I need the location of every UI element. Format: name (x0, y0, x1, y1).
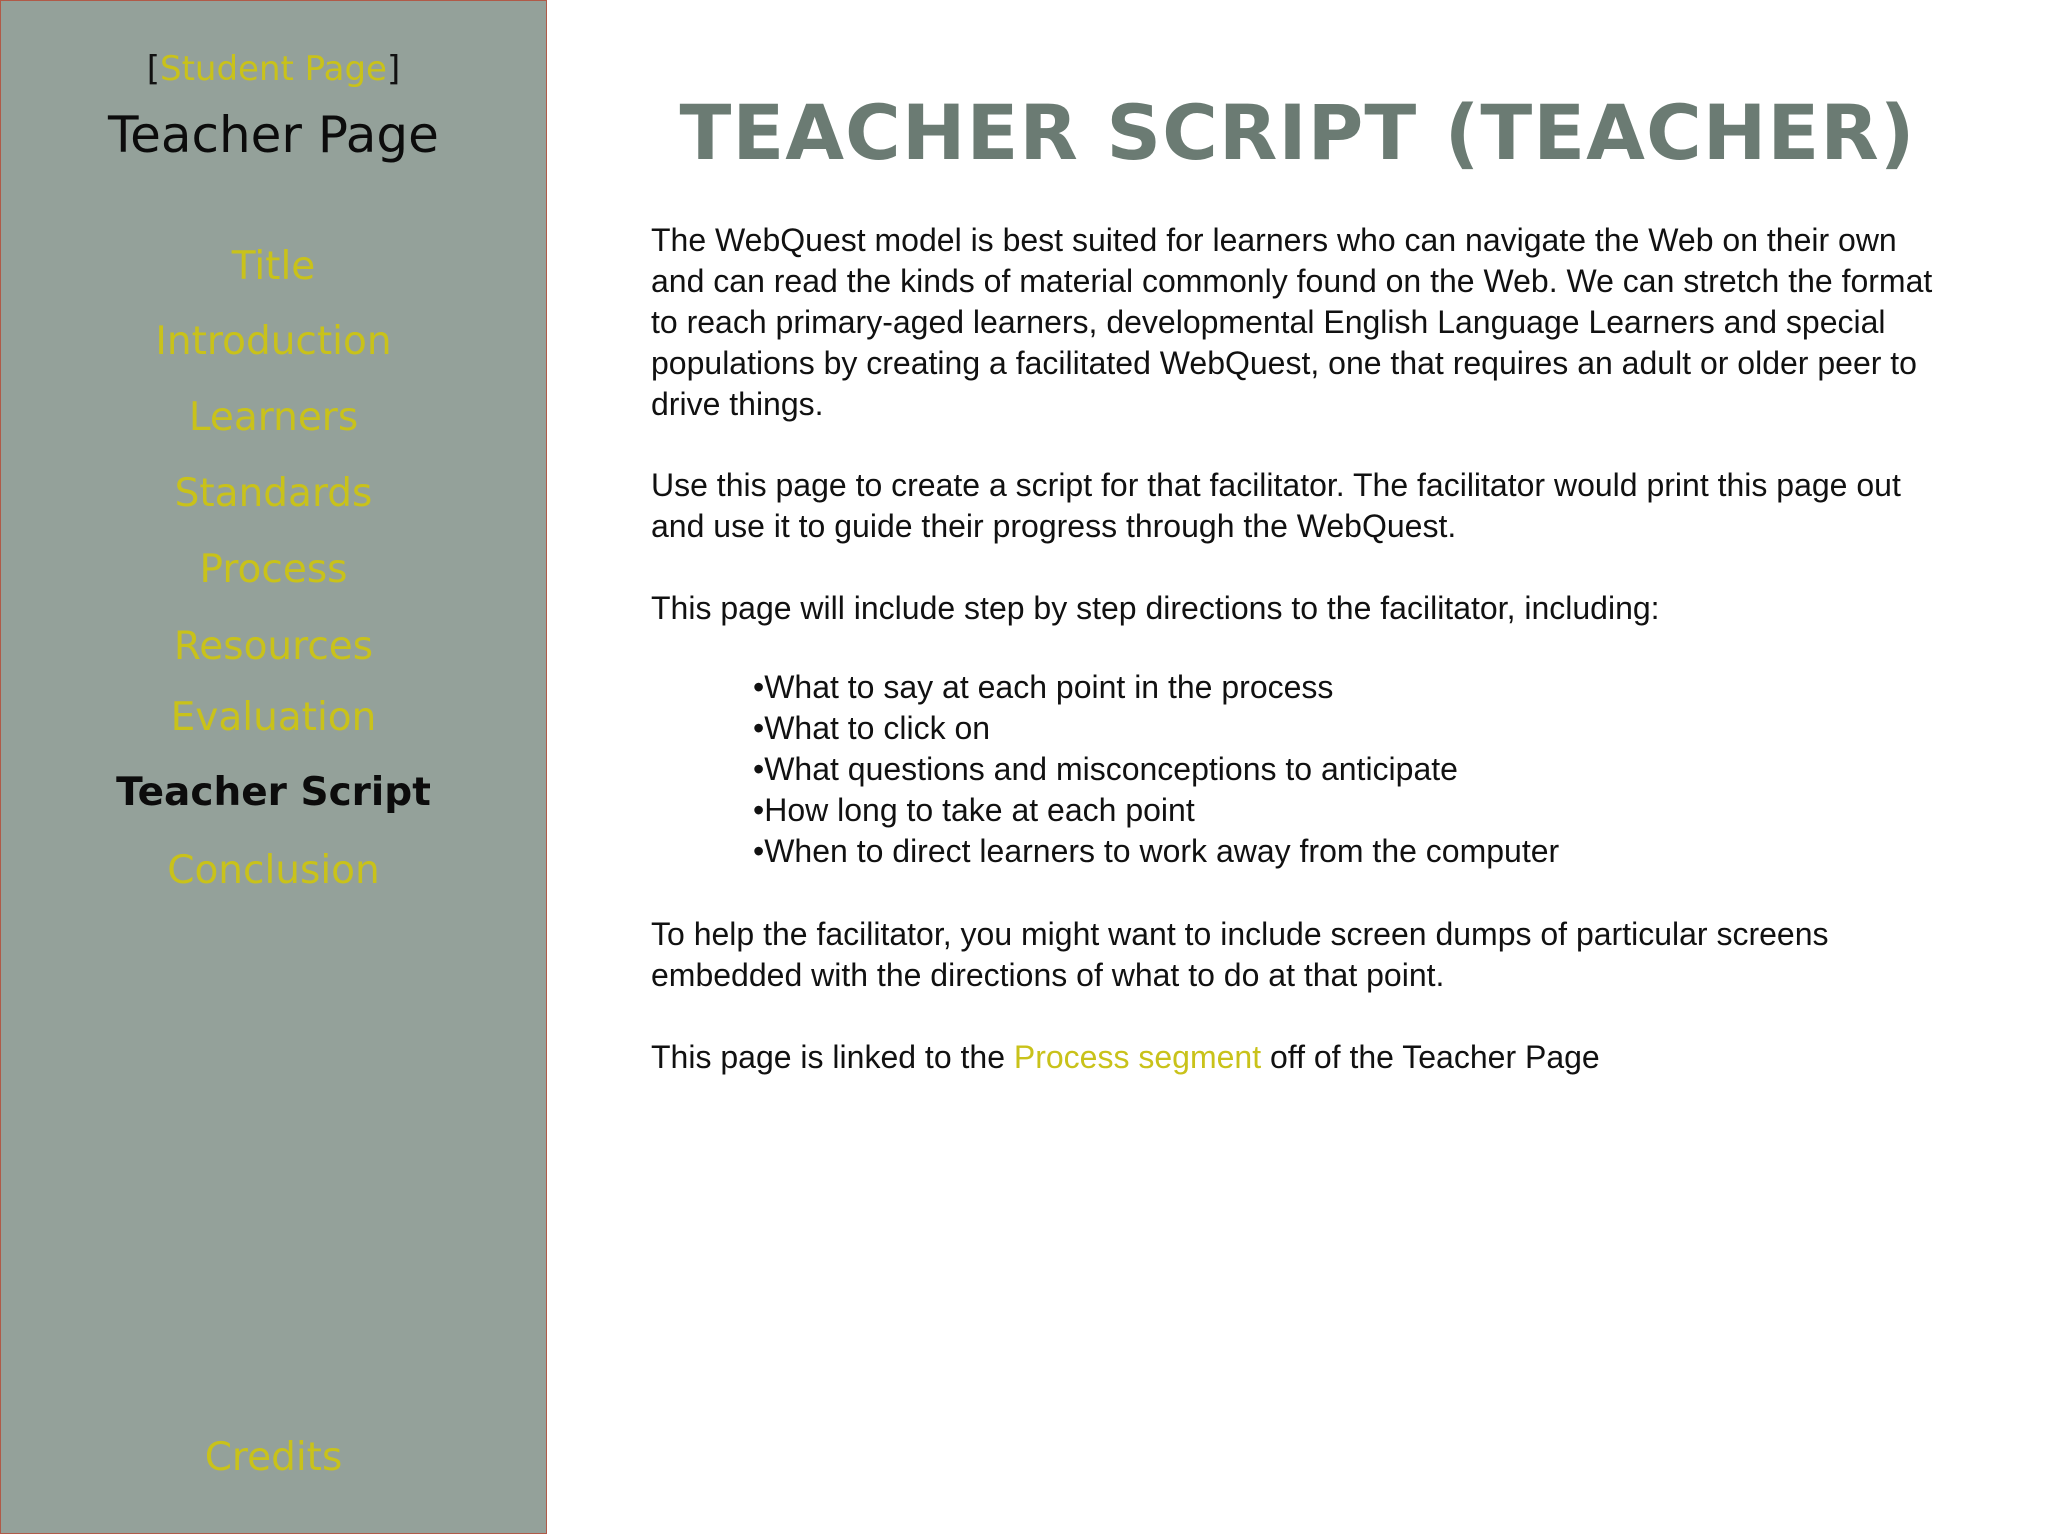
list-item: • What to say at each point in the process (753, 667, 1559, 708)
bracket-open: [ (146, 49, 161, 89)
sidebar-item-learners[interactable]: Learners (188, 395, 359, 440)
sidebar-item-standards[interactable]: Standards (174, 471, 373, 516)
paragraph-screen-dumps: To help the facilitator, you might want to include screen dumps of particular screens embedded with the directions of what to do at that point. (651, 916, 1829, 993)
paragraph-link-info (651, 1037, 1951, 1078)
list-item: • How long to take at each point (753, 790, 1559, 831)
sidebar-item-teacher-script[interactable]: Teacher Script (116, 770, 431, 815)
list-item: • What to click on (753, 708, 1559, 749)
sidebar-item-title[interactable]: Title (231, 244, 316, 289)
list-item: • What questions and misconceptions to anticipate (753, 749, 1559, 790)
student-page-link[interactable]: Student Page (160, 49, 387, 89)
student-page-link-line (1, 47, 546, 91)
sidebar-item-conclusion[interactable]: Conclusion (167, 848, 380, 893)
sidebar-item-resources[interactable]: Resources (173, 624, 374, 669)
paragraph-directions: This page will include step by step directions to the facilitator, including: (651, 590, 1660, 626)
process-segment-link[interactable]: Process segment (1013, 1039, 1262, 1075)
list-item: • When to direct learners to work away from the computer (753, 831, 1559, 872)
link-info-text-after: off of the Teacher Page (1261, 1039, 1600, 1075)
sidebar-title: Teacher Page (108, 106, 439, 164)
sidebar-nav (0, 0, 547, 1534)
sidebar-item-credits[interactable]: Credits (204, 1435, 343, 1480)
page-title: TEACHER SCRIPT (TEACHER) (679, 88, 1916, 177)
link-info-text-before: This page is linked to the (651, 1039, 1014, 1075)
paragraph-intro: The WebQuest model is best suited for learners who can navigate the Web on their own and can read the kinds of material commonly found on the Web. We can stretch the format to reach primary-aged learners, developmental English Language Learners and special populations by creating a facilitated WebQuest, one that requires an adult or older peer to drive things. (651, 222, 1933, 422)
paragraph-purpose: Use this page to create a script for that facilitator. The facilitator would print this page out and use it to guide their progress through the WebQuest. (651, 467, 1901, 544)
directions-list (753, 667, 1559, 872)
sidebar-item-process[interactable]: Process (199, 547, 348, 592)
sidebar-item-evaluation[interactable]: Evaluation (170, 695, 377, 740)
bracket-close: ] (386, 49, 401, 89)
sidebar-item-introduction[interactable]: Introduction (155, 319, 392, 364)
main-content (547, 0, 2048, 1536)
